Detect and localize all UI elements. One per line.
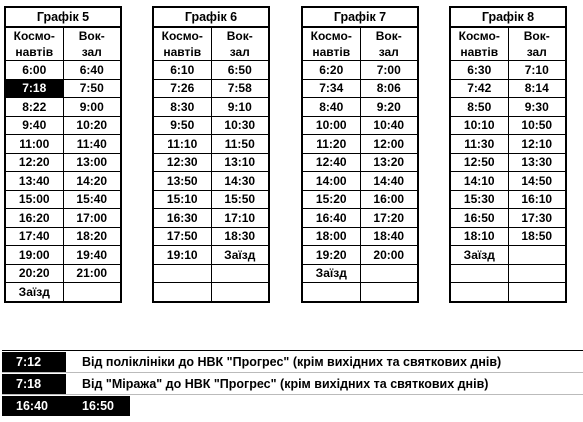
- time-kosmonavtiv: 7:18: [5, 79, 63, 98]
- schedule-row: [5, 209, 121, 228]
- time-kosmonavtiv: 19:10: [153, 246, 211, 265]
- time-vokzal: 13:00: [63, 153, 121, 172]
- time-vokzal: 14:40: [360, 172, 418, 191]
- time-kosmonavtiv: 15:30: [450, 190, 508, 209]
- time-kosmonavtiv: 12:50: [450, 153, 508, 172]
- time-kosmonavtiv: 15:10: [153, 190, 211, 209]
- time-vokzal: 11:50: [211, 135, 269, 154]
- time-kosmonavtiv: 18:10: [450, 227, 508, 246]
- time-vokzal: 15:40: [63, 190, 121, 209]
- schedule-row: [450, 135, 566, 154]
- time-vokzal: 14:30: [211, 172, 269, 191]
- schedule-row: [5, 79, 121, 98]
- note-row-3: [2, 395, 583, 417]
- time-vokzal: 17:30: [508, 209, 566, 228]
- schedule-row: [450, 283, 566, 302]
- time-vokzal: 19:40: [63, 246, 121, 265]
- time-vokzal: 17:10: [211, 209, 269, 228]
- note-row-1: [2, 350, 583, 373]
- time-kosmonavtiv: 10:00: [302, 116, 360, 135]
- time-kosmonavtiv: 16:50: [450, 209, 508, 228]
- schedule-row: [153, 283, 269, 302]
- schedule-row: [153, 135, 269, 154]
- time-vokzal: 7:58: [211, 79, 269, 98]
- schedule-row: [302, 98, 418, 117]
- time-vokzal: 6:40: [63, 61, 121, 80]
- time-kosmonavtiv: 8:30: [153, 98, 211, 117]
- time-kosmonavtiv: 14:10: [450, 172, 508, 191]
- extra-time-1: 16:40: [16, 399, 48, 413]
- time-vokzal: 6:50: [211, 61, 269, 80]
- time-vokzal: 16:00: [360, 190, 418, 209]
- time-vokzal: 17:20: [360, 209, 418, 228]
- header-kosmonavtiv: навтів: [5, 44, 63, 61]
- schedule-row: [450, 79, 566, 98]
- header-vokzal: зал: [360, 44, 418, 61]
- schedule-row: [302, 172, 418, 191]
- time-vokzal: Заїзд: [211, 246, 269, 265]
- time-kosmonavtiv: 19:00: [5, 246, 63, 265]
- schedule-row: [5, 153, 121, 172]
- schedule-row: [302, 209, 418, 228]
- time-vokzal: 10:20: [63, 116, 121, 135]
- schedule-row: [450, 246, 566, 265]
- schedule-row: [302, 227, 418, 246]
- schedule-row: [450, 116, 566, 135]
- header-kosmonavtiv: навтів: [302, 44, 360, 61]
- time-kosmonavtiv: 7:26: [153, 79, 211, 98]
- time-vokzal: 13:30: [508, 153, 566, 172]
- schedule-row: [450, 190, 566, 209]
- time-kosmonavtiv: 8:40: [302, 98, 360, 117]
- schedule-table-8: [449, 6, 567, 303]
- time-vokzal: 16:10: [508, 190, 566, 209]
- time-kosmonavtiv: 11:10: [153, 135, 211, 154]
- schedule-row: [153, 264, 269, 283]
- time-kosmonavtiv: 6:30: [450, 61, 508, 80]
- header-vokzal: зал: [63, 44, 121, 61]
- time-kosmonavtiv: 6:00: [5, 61, 63, 80]
- schedule-row: [302, 283, 418, 302]
- schedule-row: [5, 190, 121, 209]
- time-vokzal: [360, 264, 418, 283]
- note-text-1: Від поліклініки до НВК "Прогрес" (крім вихідних та святкових днів): [82, 355, 502, 369]
- schedule-row: [5, 283, 121, 302]
- time-vokzal: 9:10: [211, 98, 269, 117]
- schedule-row: [153, 153, 269, 172]
- time-vokzal: [508, 283, 566, 302]
- schedule-row: [5, 98, 121, 117]
- schedule-row: [153, 246, 269, 265]
- schedule-row: [153, 190, 269, 209]
- time-kosmonavtiv: 13:40: [5, 172, 63, 191]
- schedule-row: [302, 246, 418, 265]
- header-kosmonavtiv: Космо-: [153, 27, 211, 44]
- time-kosmonavtiv: 12:30: [153, 153, 211, 172]
- schedule-row: [302, 61, 418, 80]
- time-vokzal: [211, 283, 269, 302]
- header-vokzal: зал: [211, 44, 269, 61]
- time-vokzal: 10:30: [211, 116, 269, 135]
- header-kosmonavtiv: навтів: [153, 44, 211, 61]
- time-kosmonavtiv: 11:00: [5, 135, 63, 154]
- time-kosmonavtiv: 18:00: [302, 227, 360, 246]
- extra-time-2: 16:50: [82, 399, 114, 413]
- time-vokzal: 18:30: [211, 227, 269, 246]
- time-kosmonavtiv: 11:30: [450, 135, 508, 154]
- time-vokzal: 12:00: [360, 135, 418, 154]
- time-vokzal: [508, 264, 566, 283]
- time-vokzal: [63, 283, 121, 302]
- schedule-table-7: [301, 6, 419, 303]
- schedule-row: [450, 264, 566, 283]
- time-kosmonavtiv: 14:00: [302, 172, 360, 191]
- time-vokzal: 15:50: [211, 190, 269, 209]
- header-vokzal: Вок-: [211, 27, 269, 44]
- time-kosmonavtiv: 16:40: [302, 209, 360, 228]
- schedule-row: [450, 172, 566, 191]
- time-kosmonavtiv: 12:20: [5, 153, 63, 172]
- time-kosmonavtiv: Заїзд: [302, 264, 360, 283]
- schedule-row: [153, 209, 269, 228]
- time-vokzal: 18:40: [360, 227, 418, 246]
- time-vokzal: [360, 283, 418, 302]
- notes-section: [2, 350, 583, 417]
- time-kosmonavtiv: [153, 264, 211, 283]
- note-time-1: 7:12: [2, 352, 66, 372]
- time-vokzal: 14:20: [63, 172, 121, 191]
- header-vokzal: Вок-: [360, 27, 418, 44]
- time-kosmonavtiv: 7:42: [450, 79, 508, 98]
- header-kosmonavtiv: Космо-: [302, 27, 360, 44]
- time-vokzal: 13:20: [360, 153, 418, 172]
- time-kosmonavtiv: 15:00: [5, 190, 63, 209]
- time-kosmonavtiv: 15:20: [302, 190, 360, 209]
- time-vokzal: 7:50: [63, 79, 121, 98]
- time-kosmonavtiv: 7:34: [302, 79, 360, 98]
- time-kosmonavtiv: 10:10: [450, 116, 508, 135]
- time-kosmonavtiv: Заїзд: [450, 246, 508, 265]
- time-kosmonavtiv: 13:50: [153, 172, 211, 191]
- note-time-2: 7:18: [2, 374, 66, 394]
- schedule-row: [153, 98, 269, 117]
- schedule-row: [5, 135, 121, 154]
- time-vokzal: 7:10: [508, 61, 566, 80]
- schedule-row: [153, 79, 269, 98]
- schedule-row: [5, 227, 121, 246]
- time-vokzal: 9:00: [63, 98, 121, 117]
- time-vokzal: 7:00: [360, 61, 418, 80]
- header-vokzal: Вок-: [63, 27, 121, 44]
- time-kosmonavtiv: 16:30: [153, 209, 211, 228]
- time-vokzal: 9:30: [508, 98, 566, 117]
- time-kosmonavtiv: 17:50: [153, 227, 211, 246]
- time-kosmonavtiv: [302, 283, 360, 302]
- schedule-row: [302, 116, 418, 135]
- header-kosmonavtiv: Космо-: [450, 27, 508, 44]
- time-vokzal: 13:10: [211, 153, 269, 172]
- header-vokzal: Вок-: [508, 27, 566, 44]
- time-kosmonavtiv: 8:22: [5, 98, 63, 117]
- schedule-row: [450, 61, 566, 80]
- schedule-table-5: [4, 6, 122, 303]
- time-vokzal: 18:50: [508, 227, 566, 246]
- time-kosmonavtiv: 9:40: [5, 116, 63, 135]
- schedule-row: [5, 61, 121, 80]
- schedule-row: [153, 116, 269, 135]
- schedule-row: [153, 61, 269, 80]
- time-kosmonavtiv: [450, 264, 508, 283]
- note-text-2: Від "Міража" до НВК "Прогрес" (крім вихідних та святкових днів): [82, 377, 489, 391]
- schedule-title: Графік 5: [5, 7, 121, 27]
- time-vokzal: 11:40: [63, 135, 121, 154]
- time-vokzal: 8:14: [508, 79, 566, 98]
- time-vokzal: 17:00: [63, 209, 121, 228]
- time-kosmonavtiv: 12:40: [302, 153, 360, 172]
- header-kosmonavtiv: навтів: [450, 44, 508, 61]
- schedule-row: [5, 264, 121, 283]
- schedule-row: [450, 209, 566, 228]
- time-vokzal: 18:20: [63, 227, 121, 246]
- schedule-row: [153, 172, 269, 191]
- time-vokzal: 12:10: [508, 135, 566, 154]
- time-kosmonavtiv: 19:20: [302, 246, 360, 265]
- time-kosmonavtiv: Заїзд: [5, 283, 63, 302]
- time-kosmonavtiv: 9:50: [153, 116, 211, 135]
- time-vokzal: 21:00: [63, 264, 121, 283]
- time-kosmonavtiv: 6:10: [153, 61, 211, 80]
- time-vokzal: 10:40: [360, 116, 418, 135]
- time-kosmonavtiv: 17:40: [5, 227, 63, 246]
- time-kosmonavtiv: 6:20: [302, 61, 360, 80]
- schedule-row: [450, 227, 566, 246]
- time-kosmonavtiv: 8:50: [450, 98, 508, 117]
- time-kosmonavtiv: 11:20: [302, 135, 360, 154]
- schedule-title: Графік 7: [302, 7, 418, 27]
- schedule-row: [302, 79, 418, 98]
- time-vokzal: 8:06: [360, 79, 418, 98]
- time-vokzal: [211, 264, 269, 283]
- schedule-row: [5, 172, 121, 191]
- schedule-row: [302, 135, 418, 154]
- time-vokzal: 14:50: [508, 172, 566, 191]
- header-vokzal: зал: [508, 44, 566, 61]
- time-kosmonavtiv: [153, 283, 211, 302]
- schedule-row: [5, 116, 121, 135]
- time-kosmonavtiv: 20:20: [5, 264, 63, 283]
- time-kosmonavtiv: [450, 283, 508, 302]
- time-vokzal: 20:00: [360, 246, 418, 265]
- schedule-title: Графік 8: [450, 7, 566, 27]
- time-vokzal: 10:50: [508, 116, 566, 135]
- note-row-2: [2, 373, 583, 395]
- schedule-title: Графік 6: [153, 7, 269, 27]
- schedule-row: [302, 190, 418, 209]
- time-vokzal: [508, 246, 566, 265]
- schedule-row: [5, 246, 121, 265]
- schedule-row: [153, 227, 269, 246]
- schedule-table-6: [152, 6, 270, 303]
- schedule-row: [302, 264, 418, 283]
- header-kosmonavtiv: Космо-: [5, 27, 63, 44]
- time-kosmonavtiv: 16:20: [5, 209, 63, 228]
- schedule-row: [450, 153, 566, 172]
- schedule-row: [450, 98, 566, 117]
- time-vokzal: 9:20: [360, 98, 418, 117]
- schedule-row: [302, 153, 418, 172]
